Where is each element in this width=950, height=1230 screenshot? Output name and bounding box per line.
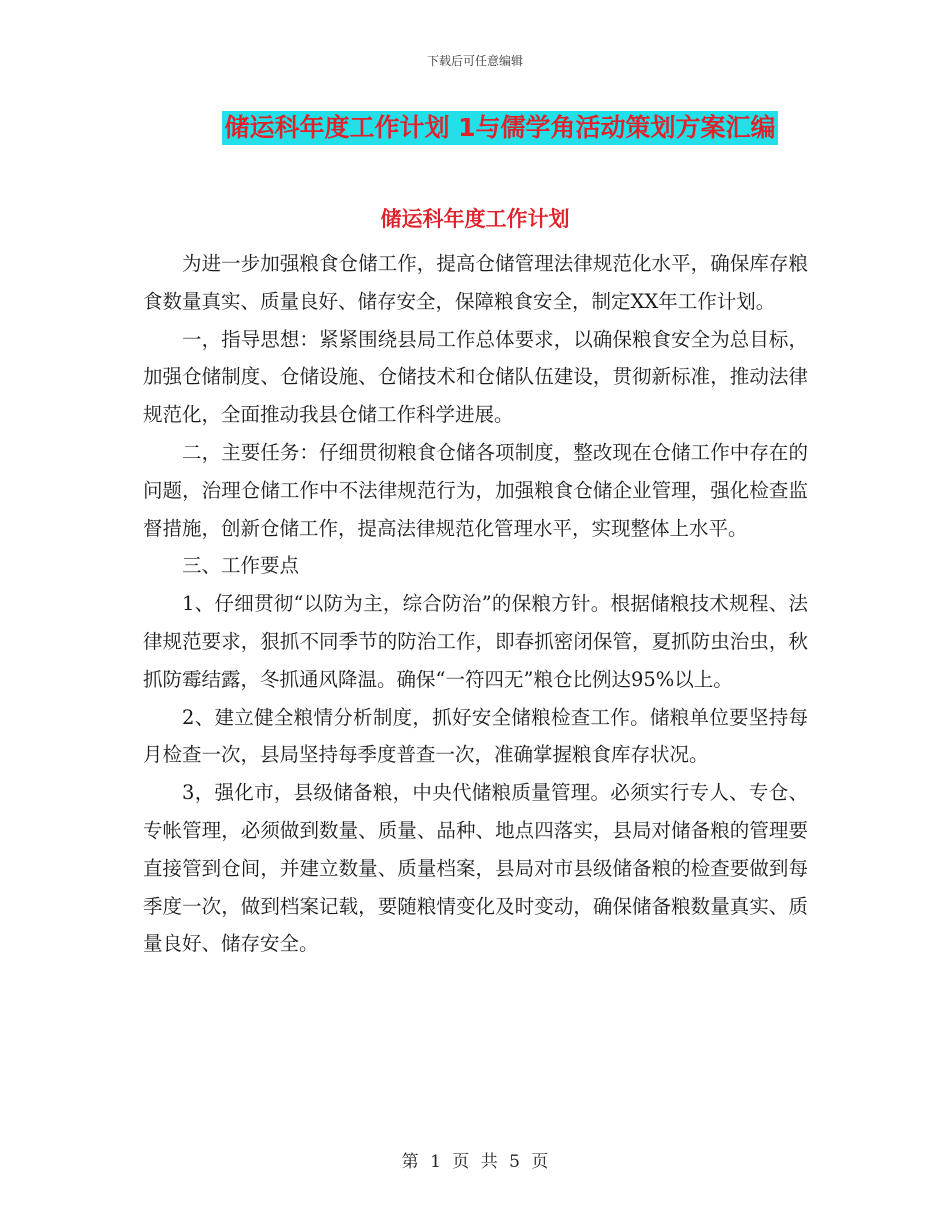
document-title-container: [0, 111, 950, 145]
paragraph-point-1: 1、仔细贯彻“以防为主，综合防治”的保粮方针。根据储粮技术规程、法律规范要求，狠抓不同季节的防治工作，即春抓密闭保管，夏抓防虫治虫，秋抓防霉结露，冬抓通风降温。确保“一符四无”粮仓比例达95%以上。: [143, 592, 808, 691]
section-title: 储运科年度工作计划: [380, 207, 570, 231]
paragraph-main-tasks: 二，主要任务：仔细贯彻粮食仓储各项制度，整改现在仓储工作中存在的问题，治理仓储工作中不法律规范行为，加强粮食仓储企业管理，强化检查监督措施，创新仓储工作，提高法律规范化管理水平，实现整体上水平。: [143, 440, 808, 540]
header-note: 下载后可任意编辑: [426, 54, 523, 68]
paragraph-guiding-thought: 一，指导思想：紧紧围绕县局工作总体要求，以确保粮食安全为总目标，加强仓储制度、仓储设施、仓储技术和仓储队伍建设，贯彻新标准，推动法律规范化，全面推动我县仓储工作科学进展。: [143, 327, 808, 427]
paragraph-intro: 为进一步加强粮食仓储工作，提高仓储管理法律规范化水平，确保库存粮食数量真实、质量良好、储存安全，保障粮食安全，制定XX年工作计划。: [143, 252, 808, 313]
paragraph-point-3: 3，强化市，县级储备粮，中央代储粮质量管理。必须实行专人、专仓、专帐管理，必须做到数量、质量、品种、地点四落实，县局对储备粮的管理要直接管到仓间，并建立数量、质量档案，县局对市县级储备粮的检查要做到每季度一次，做到档案记载，要随粮情变化及时变动，确保储备粮数量真实、质量良好、储存安全。: [143, 781, 808, 956]
paragraph-point-2: 2、建立健全粮情分析制度，抓好安全储粮检查工作。储粮单位要坚持每月检查一次，县局坚持每季度普查一次，准确掌握粮食库存状况。: [143, 705, 808, 767]
document-body: [143, 245, 808, 963]
page-footer: 第 1 页 共 5 页: [401, 1152, 549, 1172]
paragraph-work-points-heading: 三、工作要点: [182, 554, 300, 578]
document-title: 储运科年度工作计划 1与儒学角活动策划方案汇编: [222, 111, 777, 145]
